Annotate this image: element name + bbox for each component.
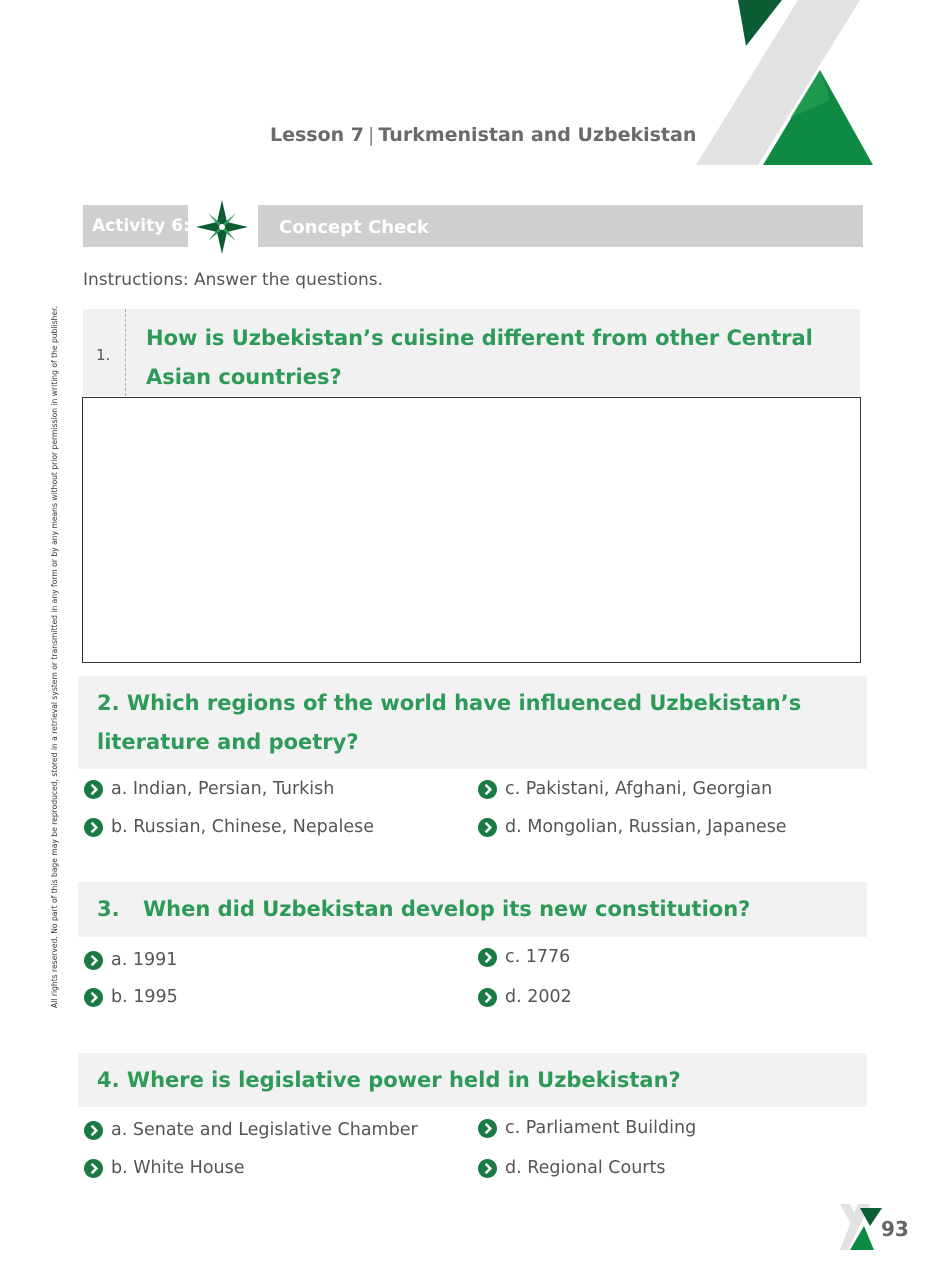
option-label: d. Mongolian, Russian, Japanese — [505, 817, 787, 837]
header-separator: | — [368, 124, 375, 146]
chevron-right-icon — [478, 948, 497, 967]
question-4-option-d[interactable] — [478, 1158, 665, 1178]
chevron-right-icon — [84, 818, 103, 837]
question-4-text: 4. Where is legislative power held in Uzbekistan? — [97, 1068, 681, 1092]
question-2-option-d[interactable] — [478, 817, 787, 837]
page-logo-icon — [840, 1204, 886, 1252]
instructions: Instructions: Answer the questions. — [83, 270, 383, 290]
chevron-right-icon — [84, 780, 103, 799]
option-label: b. 1995 — [111, 987, 178, 1007]
question-4-option-a[interactable] — [84, 1120, 418, 1140]
chevron-right-icon — [478, 1119, 497, 1138]
corner-decoration — [690, 0, 880, 170]
page-number: 93 — [881, 1217, 909, 1241]
option-label: b. Russian, Chinese, Nepalese — [111, 817, 374, 837]
chevron-right-icon — [478, 818, 497, 837]
question-2-text: 2. Which regions of the world have influenced Uzbekistan’s literature and poetry? — [97, 691, 802, 754]
chevron-right-icon — [84, 1159, 103, 1178]
option-label: d. Regional Courts — [505, 1158, 666, 1178]
question-1-number: 1. — [96, 346, 111, 364]
chevron-right-icon — [84, 1121, 103, 1140]
lesson-number: Lesson 7 — [270, 124, 365, 146]
question-2-option-c[interactable] — [478, 779, 772, 799]
question-3-option-b[interactable] — [84, 987, 178, 1007]
option-label: c. Pakistani, Afghani, Georgian — [505, 779, 773, 799]
question-3-option-d[interactable] — [478, 987, 572, 1007]
option-label: b. White House — [111, 1158, 245, 1178]
option-label: a. Indian, Persian, Turkish — [111, 779, 335, 799]
activity-label: Activity 6: — [83, 205, 188, 247]
question-3-option-c[interactable] — [478, 947, 570, 967]
option-label: a. 1991 — [111, 950, 178, 970]
question-2-option-b[interactable] — [84, 817, 374, 837]
question-4-option-b[interactable] — [84, 1158, 245, 1178]
question-3-number: 3. — [97, 897, 120, 921]
question-1-divider — [125, 309, 126, 396]
chevron-right-icon — [478, 1159, 497, 1178]
copyright-notice: All rights reserved. No part of this bage may be reproduced, stored in a retrieval system or transmitted in any form or by any means without prior permission in writing of the publisher. — [50, 306, 59, 1008]
option-label: c. 1776 — [505, 947, 571, 967]
activity-title: Concept Check — [258, 205, 863, 247]
option-label: d. 2002 — [505, 987, 572, 1007]
question-3-text: When did Uzbekistan develop its new constitution? — [143, 897, 751, 921]
lesson-header — [270, 124, 696, 146]
compass-icon — [194, 198, 250, 256]
question-1-text: How is Uzbekistan’s cuisine different from other Central Asian countries? — [146, 326, 813, 389]
option-label: c. Parliament Building — [505, 1118, 697, 1138]
option-label: a. Senate and Legislative Chamber — [111, 1120, 418, 1140]
lesson-title: Turkmenistan and Uzbekistan — [378, 124, 697, 146]
chevron-right-icon — [84, 988, 103, 1007]
chevron-right-icon — [84, 951, 103, 970]
chevron-right-icon — [478, 988, 497, 1007]
question-4-option-c[interactable] — [478, 1118, 696, 1138]
question-1-answer-box[interactable] — [82, 397, 861, 663]
chevron-right-icon — [478, 780, 497, 799]
question-2-option-a[interactable] — [84, 779, 334, 799]
question-3-option-a[interactable] — [84, 950, 177, 970]
